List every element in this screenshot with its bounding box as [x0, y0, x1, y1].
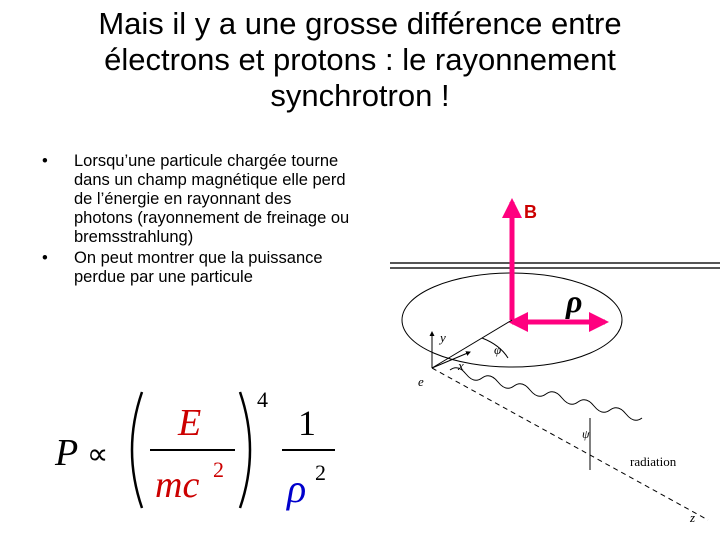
psi-label: ψ	[582, 427, 590, 441]
title-line-1: Mais il y a une grosse différence entre	[98, 6, 622, 41]
power-formula	[50, 380, 350, 520]
angle-label: φ	[494, 342, 502, 357]
formula-mc: mc	[155, 464, 200, 506]
slide-title	[0, 6, 720, 114]
title-line-3: synchrotron !	[270, 78, 450, 113]
left-paren	[132, 392, 142, 508]
z-axis-label: z	[690, 510, 696, 525]
right-paren	[240, 392, 250, 508]
bullet-item-2	[40, 249, 350, 287]
proportional-symbol: ∝	[87, 437, 109, 472]
formula-rho: ρ	[287, 466, 307, 511]
bullet-marker: •	[42, 249, 48, 267]
radiation-label: radiation	[630, 454, 677, 469]
bullet-text-1: Lorsqu’une particule chargée tourne dans un champ magnétique elle perd de l’énergie en rayonnant des photons (rayonnement de freinage ou bremsstrahlung)	[74, 152, 350, 246]
y-axis-label: y	[440, 330, 446, 345]
charge-label: e	[418, 374, 424, 389]
formula-rho-exp: 2	[315, 460, 326, 485]
bullet-text-2: On peut montrer que la puissance perdue par une particule	[74, 249, 323, 286]
field-label: B	[524, 202, 537, 222]
radius-label: ρ	[566, 283, 583, 319]
title-line-2: électrons et protons : le rayonnement	[104, 42, 616, 77]
formula-e: E	[178, 402, 202, 444]
formula-outer-exp: 4	[257, 387, 268, 412]
radiation-wave	[450, 368, 642, 421]
formula-mc-exp: 2	[213, 457, 224, 482]
bullet-list	[40, 152, 350, 289]
bullet-marker: •	[42, 152, 48, 170]
formula-p: P	[55, 432, 79, 474]
formula-one: 1	[298, 403, 316, 443]
x-axis-label: x	[458, 358, 464, 373]
tangent-line	[432, 368, 708, 520]
bullet-item-1	[40, 152, 350, 247]
synchrotron-diagram	[390, 170, 720, 535]
